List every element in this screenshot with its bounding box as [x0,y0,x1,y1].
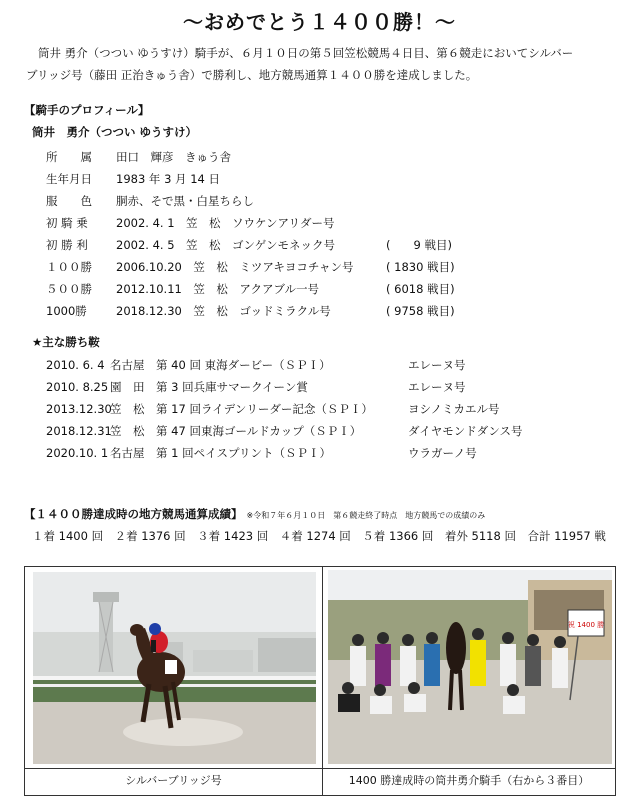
profile-value: 2002. 4. 1 笠 松 ソウケンアリダー号 [116,216,335,230]
profile-race-count: ( 9 戦目) [386,238,452,252]
win-date: 2020.10. 1 [46,446,109,460]
profile-value: 2006.10.20 笠 松 ミツアキヨコチャン号 [116,260,354,274]
race-photo [33,572,316,764]
celebration-sign-text: 祝 1400 勝 [567,621,605,629]
win-date: 2010. 8.25 [46,380,109,394]
profile-race-count: ( 9758 戦目) [386,304,455,318]
record-title: 【１４００勝達成時の地方競馬通算成績】 [24,507,243,521]
profile-key: 所 属 [46,150,92,164]
win-track: 笠 松 [110,402,145,416]
profile-value: 田口 輝彦 きゅう舎 [116,150,231,164]
record-heading [24,506,485,522]
record-line: １着 1400 回 ２着 1376 回 ３着 1423 回 ４着 1274 回 ５着 1366 回 着外 5118 回 合計 11957 戦 [32,529,606,543]
win-date: 2010. 6. 4 [46,358,105,372]
profile-key: １００勝 [46,260,92,274]
win-horse: ウラガーノ号 [408,446,477,460]
win-horse: ヨシノミカエル号 [408,402,500,416]
win-horse: エレーヌ号 [408,358,466,372]
wins-heading: ★主な勝ち鞍 [32,335,100,349]
win-race: 第 47 回東海ゴールドカップ（ＳＰＩ） [156,424,362,438]
win-track: 名古屋 [110,446,145,460]
profile-key: 服 色 [46,194,92,208]
intro-line-2: ブリッジ号（藤田 正治きゅう舎）で勝利し、地方競馬通算１４００勝を達成しました。 [26,68,478,82]
profile-key: 初 勝 利 [46,238,88,252]
win-race: 第 3 回兵庫サマークイーン賞 [156,380,308,394]
profile-value: 1983 年 3 月 14 日 [116,172,220,186]
caption-race-photo: シルバーブリッジ号 [125,774,222,787]
race-photo-illustration [33,572,316,764]
profile-race-count: ( 6018 戦目) [386,282,455,296]
win-race: 第 40 回 東海ダービー（ＳＰＩ） [156,358,331,372]
intro-text [26,42,616,86]
profile-value: 胴赤、そで黒・白星ちらし [116,194,254,208]
win-horse: エレーヌ号 [408,380,466,394]
win-track: 園 田 [110,380,145,394]
celebration-photo [328,570,612,764]
page-title: 〜おめでとう１４００勝！〜 [183,10,456,34]
profile-value: 2018.12.30 笠 松 ゴッドミラクル号 [116,304,331,318]
profile-value: 2012.10.11 笠 松 アクアブル一号 [116,282,320,296]
jockey-name: 筒井 勇介（つつい ゆうすけ） [32,125,198,139]
photo-table [24,566,616,796]
win-date: 2013.12.30 [46,402,112,416]
profile-race-count: ( 1830 戦目) [386,260,455,274]
profile-key: 初 騎 乗 [46,216,88,230]
win-horse: ダイヤモンドダンス号 [408,424,523,438]
profile-value: 2002. 4. 5 笠 松 ゴンゲンモネック号 [116,238,336,252]
profile-key: 1000勝 [46,304,87,318]
intro-line-1: 筒井 勇介（つつい ゆうすけ）騎手が、６月１０日の第５回笠松競馬４日目、第６競走においてシルバー [38,46,574,60]
celebration-photo-illustration [328,570,612,764]
record-note: ※令和７年６月１０日 第６競走終了時点 地方競馬での成績のみ [246,511,486,520]
photo-divider [322,567,323,795]
caption-divider [25,768,615,769]
win-race: 第 17 回ライデンリーダー記念（ＳＰＩ） [156,402,373,416]
win-date: 2018.12.31 [46,424,112,438]
win-race: 第 1 回ペイスプリント（ＳＰＩ） [156,446,332,460]
profile-key: 生年月日 [46,172,92,186]
win-track: 名古屋 [110,358,145,372]
win-track: 笠 松 [110,424,145,438]
profile-key: ５００勝 [46,282,92,296]
caption-celebration-photo: 1400 勝達成時の筒井勇介騎手（右から３番目） [348,774,590,787]
profile-heading: 【騎手のプロフィール】 [24,103,150,117]
